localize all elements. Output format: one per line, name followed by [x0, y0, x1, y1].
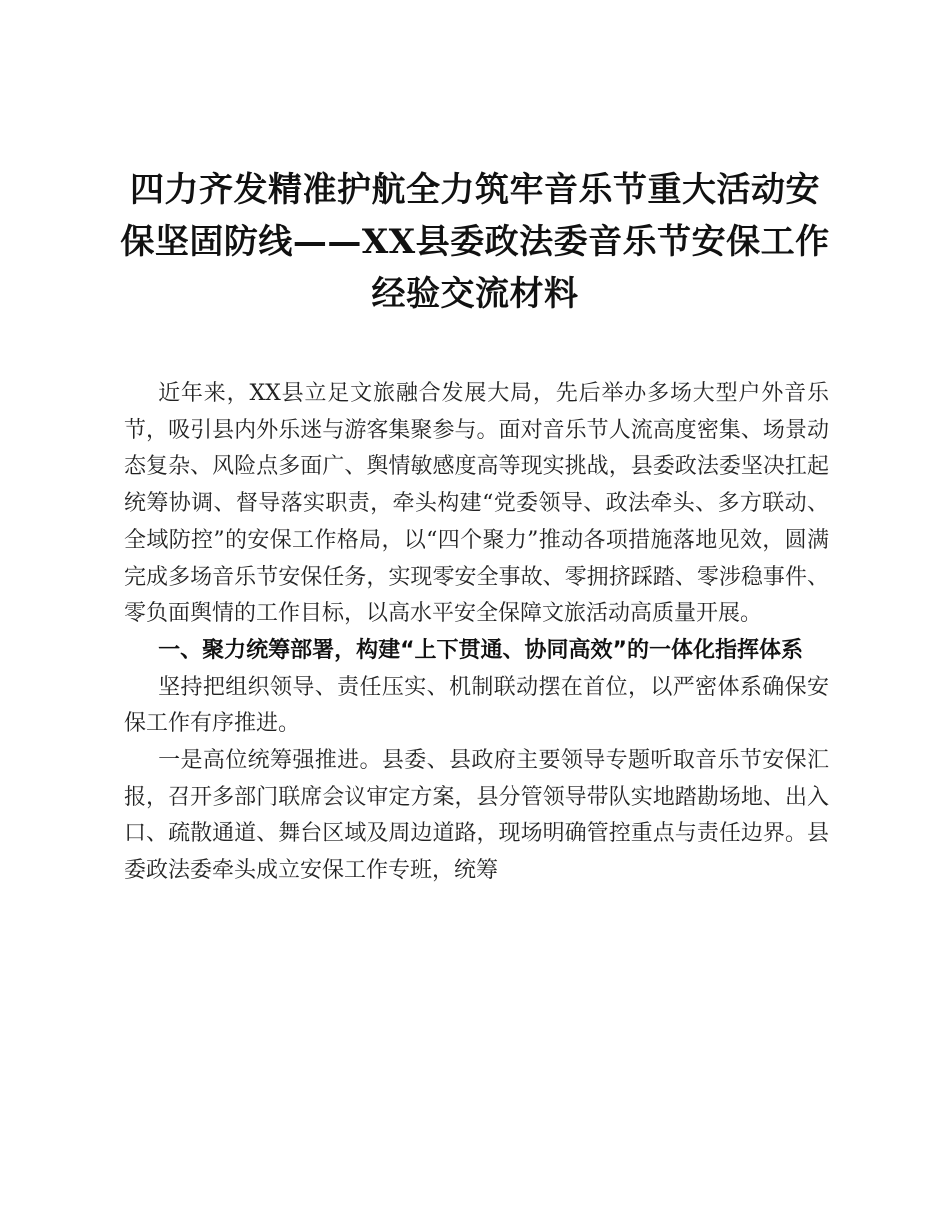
title-line-3: 经验交流材料 [371, 274, 579, 314]
document-title [110, 164, 840, 320]
section-1-point-1-paragraph: 一是高位统筹强推进。县委、县政府主要领导专题听取音乐节安保汇报，召开多部门联席会议审定方案，县分管领导带队实地踏勘场地、出入口、疏散通道、舞台区域及周边道路，现场明确管控重点与责任边界。县委政法委牵头成立安保工作专班，统筹 [124, 748, 829, 884]
title-line-1: 四力齐发精准护航全力筑牢音乐节重大活动安 [130, 170, 820, 210]
section-1-lead-paragraph: 坚持把组织领导、责任压实、机制联动摆在首位，以严密体系确保安保工作有序推进。 [124, 674, 829, 737]
intro-paragraph: 近年来，XX县立足文旅融合发展大局，先后举办多场大型户外音乐节，吸引县内外乐迷与游客集聚参与。面对音乐节人流高度密集、场景动态复杂、风险点多面广、舆情敏感度高等现实挑战，县委政法委坚决扛起统筹协调、督导落实职责，牵头构建“党委领导、政法牵头、多方联动、全域防控”的安保工作格局，以“四个聚力”推动各项措施落地见效，圆满完成多场音乐节安保任务，实现零安全事故、零拥挤踩踏、零涉稳事件、零负面舆情的工作目标，以高水平安全保障文旅活动高质量开展。 [124, 381, 829, 627]
title-line-2: 保坚固防线——XX县委政法委音乐节安保工作 [120, 222, 830, 262]
document-body [124, 376, 829, 890]
section-heading-1: 一、聚力统筹部署，构建“上下贯通、协同高效”的一体化指挥体系 [158, 637, 804, 663]
